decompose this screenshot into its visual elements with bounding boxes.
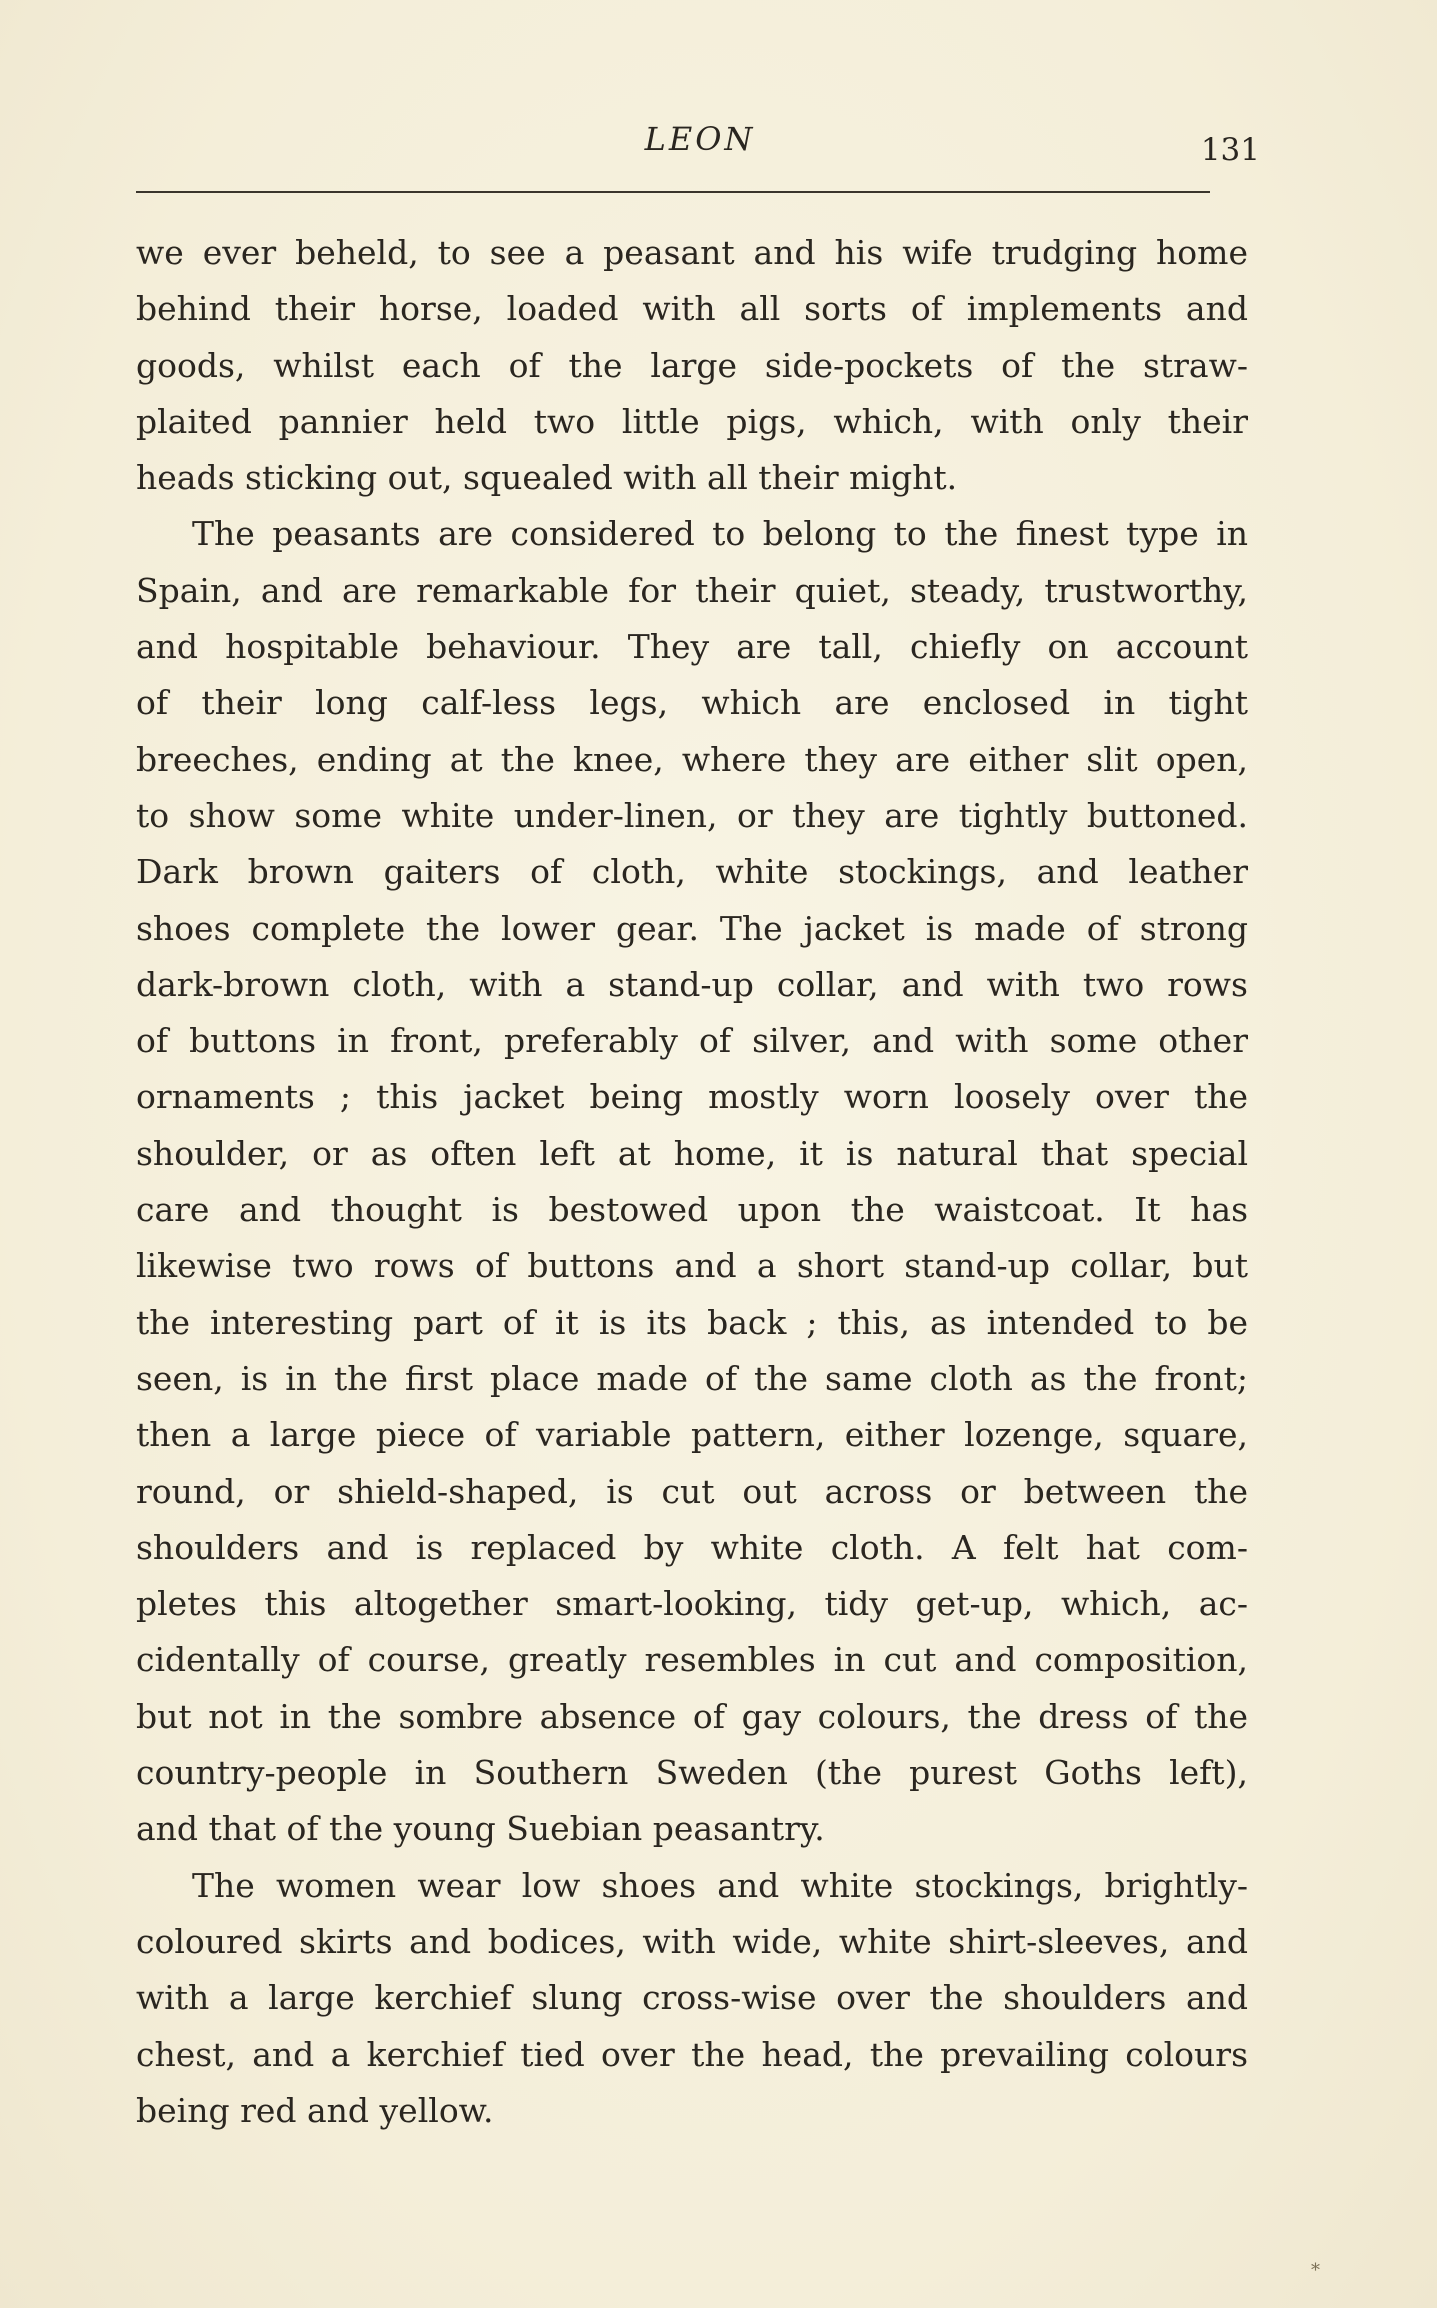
text-line: of their long calf-less legs, which are enclosed in tight [136, 683, 1248, 723]
text-line: shoulders and is replaced by white cloth. A felt hat com- [136, 1527, 1248, 1567]
text-line: country-people in Southern Sweden (the purest Goths left), [136, 1753, 1248, 1793]
text-line: being red and yellow. [136, 2090, 494, 2130]
text-line: and hospitable behaviour. They are tall, chiefly on account [136, 627, 1248, 667]
text-line: of buttons in front, preferably of silver, and with some other [136, 1021, 1248, 1061]
text-line: seen, is in the first place made of the same cloth as the front; [136, 1358, 1248, 1398]
text-line: behind their horse, loaded with all sorts of implements and [136, 289, 1248, 329]
text-line: round, or shield-shaped, is cut out across or between the [136, 1471, 1248, 1511]
printer-mark: * [1311, 2260, 1320, 2281]
paragraph-start-line: The peasants are considered to belong to the finest type in [192, 514, 1248, 554]
text-line: with a large kerchief slung cross-wise over the shoulders and [136, 1978, 1248, 2018]
text-line: shoes complete the lower gear. The jacket is made of strong [136, 908, 1248, 948]
text-line: to show some white under-linen, or they are tightly buttoned. [136, 795, 1248, 835]
text-line: we ever beheld, to see a peasant and his wife trudging home [136, 233, 1248, 272]
text-line: care and thought is bestowed upon the waistcoat. It has [136, 1190, 1248, 1230]
text-line: and that of the young Suebian peasantry. [136, 1809, 825, 1849]
running-title: LEON [644, 120, 756, 158]
text-line: shoulder, or as often left at home, it is natural that special [136, 1133, 1248, 1173]
text-line: plaited pannier held two little pigs, which, with only their [136, 401, 1248, 441]
text-line: goods, whilst each of the large side-pockets of the straw- [136, 345, 1248, 385]
text-line: heads sticking out, squealed with all their might. [136, 458, 958, 498]
text-line: coloured skirts and bodices, with wide, white shirt-sleeves, and [136, 1921, 1248, 1961]
text-line: cidentally of course, greatly resembles in cut and composition, [136, 1640, 1248, 1680]
paragraph-start-line: The women wear low shoes and white stockings, brightly- [192, 1865, 1248, 1905]
page-number: 131 [1200, 132, 1260, 168]
text-line: ornaments ; this jacket being mostly worn loosely over the [136, 1077, 1248, 1117]
text-line: likewise two rows of buttons and a short stand-up collar, but [136, 1246, 1248, 1286]
text-line: chest, and a kerchief tied over the head, the prevailing colours [136, 2034, 1248, 2074]
text-line: Dark brown gaiters of cloth, white stockings, and leather [136, 852, 1248, 892]
running-head [0, 120, 1437, 180]
text-line: the interesting part of it is its back ; this, as intended to be [136, 1302, 1248, 1342]
text-line: but not in the sombre absence of gay colours, the dress of the [136, 1696, 1248, 1736]
text-line: Spain, and are remarkable for their quiet, steady, trustworthy, [136, 570, 1248, 610]
text-line: breeches, ending at the knee, where they are either slit open, [136, 739, 1248, 779]
text-line: then a large piece of variable pattern, either lozenge, square, [136, 1415, 1248, 1455]
text-line: pletes this altogether smart-looking, tidy get-up, which, ac- [136, 1584, 1248, 1624]
body-text [136, 225, 1248, 2139]
text-line: dark-brown cloth, with a stand-up collar, and with two rows [136, 964, 1248, 1004]
header-rule [136, 191, 1210, 193]
